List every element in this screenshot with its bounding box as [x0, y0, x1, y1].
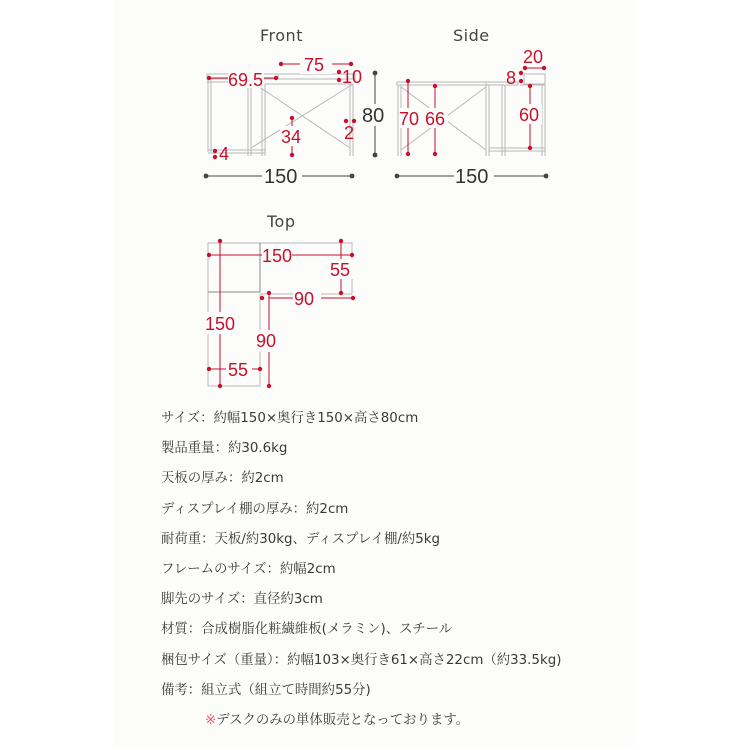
top-dim-width-left: 55 — [228, 360, 249, 380]
spec-value: 直径約3cm — [253, 592, 323, 608]
top-dim-inner-length: 90 — [256, 331, 277, 351]
side-dim-shelf-gap: 8 — [506, 68, 517, 88]
top-dim-depth-right: 55 — [330, 260, 351, 280]
spec-separator: ： — [266, 561, 280, 577]
spec-separator: ： — [187, 622, 202, 638]
top-view-title: Top — [267, 212, 296, 231]
top-dim-inner-width: 90 — [294, 289, 315, 309]
spec-row-load-capacity — [161, 527, 631, 557]
side-dim-height-a: 70 — [399, 109, 420, 129]
spec-label: 耐荷重 — [161, 531, 202, 547]
spec-row-material — [161, 617, 631, 647]
spec-label: フレームのサイズ — [161, 561, 267, 577]
top-view-diagram — [0, 200, 750, 400]
spec-separator: ： — [273, 652, 288, 668]
spec-value: 約30.6kg — [227, 441, 288, 457]
spec-row-frame-size — [161, 557, 631, 587]
front-dim-inner-height: 34 — [281, 127, 302, 147]
spec-row-remarks — [161, 678, 631, 708]
spec-label: 梱包サイズ（重量） — [161, 652, 274, 668]
spec-value: 組立式（組立て時間約55分) — [201, 682, 371, 698]
spec-row-package-size — [161, 648, 631, 678]
spec-value: 約2cm — [306, 501, 349, 517]
spec-separator: ： — [292, 501, 307, 517]
front-dim-left-depth: 69.5 — [228, 70, 264, 90]
front-dim-shelf-thickness: 2 — [344, 123, 355, 143]
spec-label: サイズ — [161, 411, 201, 426]
spec-row-top-thickness — [161, 466, 631, 496]
spec-value: 約幅2cm — [279, 561, 336, 577]
spec-row-shelf-thickness — [161, 497, 631, 527]
spec-row-size — [161, 406, 631, 436]
spec-separator: ： — [214, 441, 228, 457]
side-dim-height-c: 60 — [519, 105, 540, 125]
note-mark: ※ — [205, 712, 217, 728]
front-dim-height: 80 — [362, 105, 385, 127]
spec-separator: ： — [201, 531, 215, 547]
side-view-diagram — [0, 0, 750, 200]
top-dim-length-left: 150 — [205, 314, 236, 334]
side-dim-height-b: 66 — [425, 109, 446, 129]
front-dim-top-width: 75 — [304, 55, 325, 75]
spec-label: 製品重量 — [161, 441, 215, 457]
front-dim-shelf-height: 10 — [342, 67, 363, 87]
spec-label: ディスプレイ棚の厚み — [161, 501, 293, 517]
front-view-title: Front — [260, 26, 303, 45]
spec-label: 備考 — [161, 682, 188, 698]
spec-value: 約幅103×奥行き61×高さ22cm（約33.5kg) — [287, 652, 562, 668]
spec-value: 合成樹脂化粧繊維板(メラミン)、スチール — [201, 622, 453, 638]
spec-label: 脚先のサイズ — [161, 592, 241, 608]
sales-note — [161, 708, 631, 734]
spec-value: 約幅150×奥行き150×高さ80cm — [213, 411, 419, 426]
spec-value: 約2cm — [241, 471, 284, 487]
spec-separator: ： — [240, 592, 254, 608]
front-dim-total-width: 150 — [264, 166, 298, 188]
side-dim-shelf-width: 20 — [523, 47, 544, 67]
spec-label: 材質 — [161, 622, 188, 638]
side-view-title: Side — [453, 26, 490, 45]
note-text: デスクのみの単体販売となっております。 — [216, 712, 470, 728]
spec-list — [161, 406, 631, 734]
top-dim-width: 150 — [262, 246, 293, 266]
spec-row-weight — [161, 436, 631, 466]
spec-label: 天板の厚み — [161, 471, 228, 487]
spec-value: 天板/約30kg、ディスプレイ棚/約5kg — [214, 531, 441, 547]
spec-separator: ： — [200, 411, 214, 426]
front-dim-foot: 4 — [219, 144, 230, 164]
side-dim-total-width: 150 — [455, 166, 489, 188]
spec-row-foot-size — [161, 587, 631, 617]
spec-separator: ： — [187, 682, 202, 698]
spec-separator: ： — [227, 471, 242, 487]
